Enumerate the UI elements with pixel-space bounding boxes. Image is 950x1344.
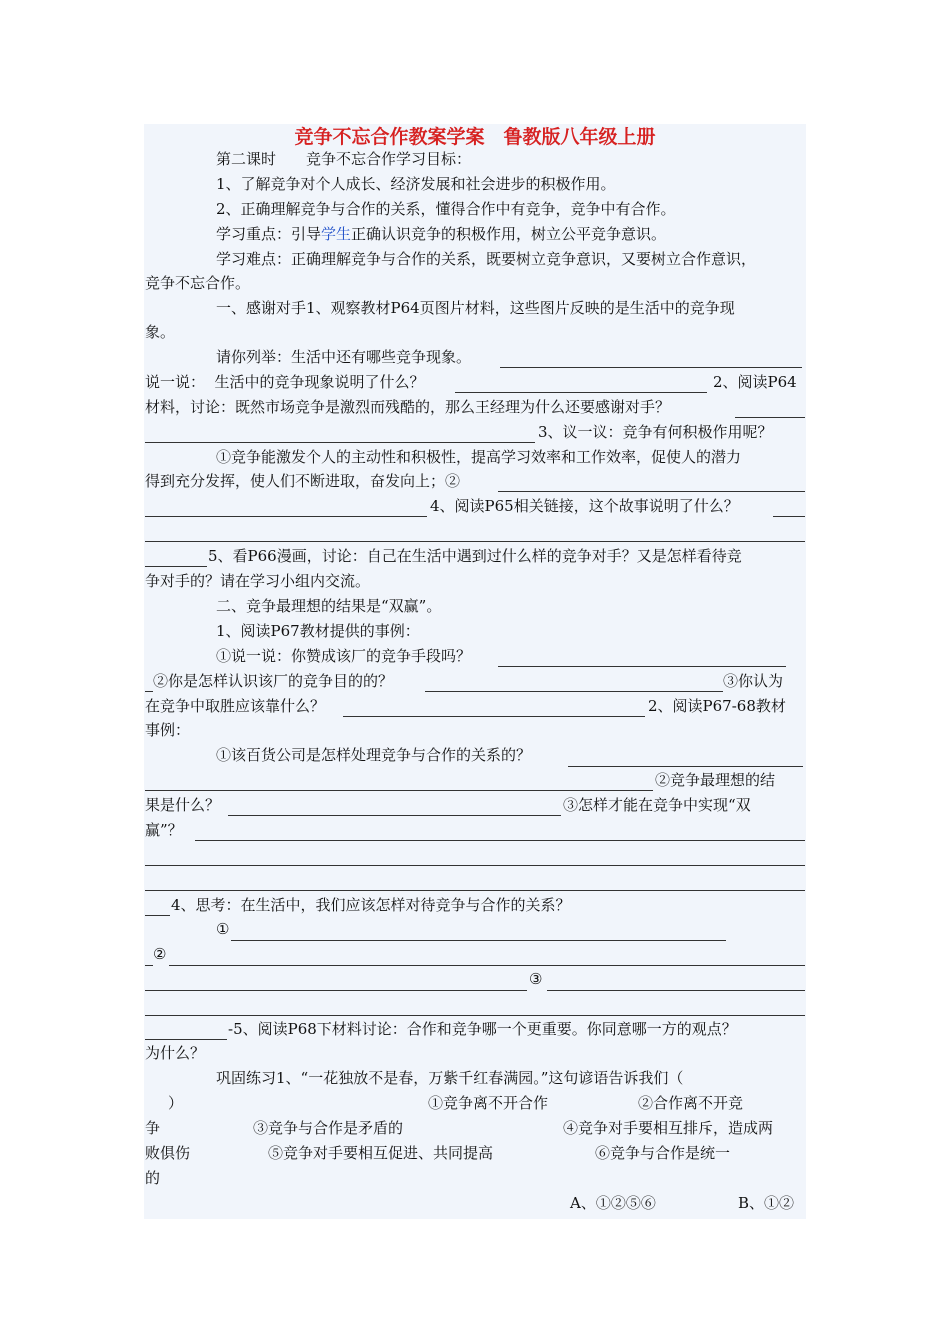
line-text: 赢”？ bbox=[145, 821, 183, 839]
text-line bbox=[145, 1167, 160, 1189]
answer-blank[interactable] bbox=[773, 516, 805, 517]
answer-blank[interactable] bbox=[343, 716, 645, 717]
text-line bbox=[216, 297, 735, 319]
text-line bbox=[563, 1117, 773, 1139]
answer-blank[interactable] bbox=[735, 417, 805, 418]
line-text: 第二课时 竞争不忘合作学习目标： bbox=[216, 150, 472, 168]
text-line bbox=[216, 223, 666, 245]
line-text: ③竞争与合作是矛盾的 bbox=[253, 1119, 404, 1137]
answer-blank[interactable] bbox=[498, 666, 786, 667]
text-line bbox=[655, 769, 775, 791]
text-line bbox=[216, 620, 420, 642]
line-text: ） bbox=[168, 1094, 184, 1112]
answer-blank[interactable] bbox=[145, 915, 170, 916]
line-text: 果是什么？ bbox=[145, 796, 221, 814]
answer-blank[interactable] bbox=[231, 940, 726, 941]
line-text: 1、阅读P67教材提供的事例： bbox=[216, 622, 420, 640]
text-line bbox=[428, 1092, 548, 1114]
line-text: 竞争不忘合作。 bbox=[145, 274, 251, 292]
line-text: B、①② bbox=[738, 1194, 795, 1212]
answer-blank[interactable] bbox=[145, 691, 153, 692]
text-line bbox=[563, 794, 751, 816]
text-line bbox=[648, 695, 786, 717]
text-line bbox=[145, 794, 220, 816]
line-text: 争对手的？请在学习小组内交流。 bbox=[145, 572, 371, 590]
answer-blank[interactable] bbox=[568, 766, 803, 767]
line-text: 为什么？ bbox=[145, 1044, 206, 1062]
text-line bbox=[216, 595, 441, 617]
answer-blank[interactable] bbox=[145, 990, 527, 991]
text-line bbox=[145, 819, 183, 841]
line-text: ②你是怎样认识该厂的竞争目的的？ bbox=[153, 672, 394, 690]
answer-blank[interactable] bbox=[145, 1015, 805, 1016]
line-text: ③怎样才能在竞争中实现“双 bbox=[563, 796, 751, 814]
text-line bbox=[216, 446, 741, 468]
text-line bbox=[216, 645, 471, 667]
answer-blank[interactable] bbox=[500, 367, 802, 368]
line-text: ③你认为 bbox=[723, 672, 784, 690]
text-line bbox=[570, 1192, 656, 1214]
line-text: ③ bbox=[529, 970, 543, 988]
line-text: 象。 bbox=[145, 323, 176, 341]
answer-blank[interactable] bbox=[145, 442, 535, 443]
answer-blank[interactable] bbox=[145, 541, 805, 542]
text-line bbox=[171, 894, 571, 916]
text-line bbox=[253, 1117, 403, 1139]
text-line bbox=[738, 1192, 794, 1214]
line-text: 得到充分发挥，使人们不断进取，奋发向上；② bbox=[145, 472, 461, 490]
line-text: ④竞争对手要相互排斥，造成两 bbox=[563, 1119, 774, 1137]
line-text: 5、看P66漫画，讨论：自己在生活中遇到过什么样的竞争对手？又是怎样看待竞 bbox=[208, 547, 742, 565]
text-line bbox=[145, 719, 190, 741]
answer-blank[interactable] bbox=[145, 516, 427, 517]
line-text: 请你列举：生活中还有哪些竞争现象。 bbox=[216, 348, 472, 366]
answer-blank[interactable] bbox=[547, 990, 805, 991]
line-text: 争 bbox=[145, 1119, 161, 1137]
answer-blank[interactable] bbox=[425, 691, 723, 692]
text-line bbox=[638, 1092, 743, 1114]
text-line bbox=[145, 272, 250, 294]
text-line bbox=[216, 744, 531, 766]
line-text: 的 bbox=[145, 1169, 161, 1187]
text-line bbox=[228, 1018, 737, 1040]
answer-blank[interactable] bbox=[195, 840, 805, 841]
answer-blank[interactable] bbox=[145, 1039, 227, 1040]
line-text: 2、阅读P67-68教材 bbox=[648, 697, 786, 715]
line-text: -5、阅读P68下材料讨论：合作和竞争哪一个更重要。你同意哪一方的观点？ bbox=[228, 1020, 737, 1038]
line-text: ① bbox=[216, 920, 230, 938]
line-text: 学习难点：正确理解竞争与合作的关系，既要树立竞争意识，又要树立合作意识， bbox=[216, 250, 757, 268]
text-line bbox=[145, 570, 370, 592]
page-title: 竞争不忘合作教案学案 鲁教版八年级上册 bbox=[294, 126, 656, 148]
answer-blank[interactable] bbox=[455, 392, 707, 393]
answer-blank[interactable] bbox=[145, 790, 653, 791]
text-line bbox=[529, 968, 542, 990]
text-line bbox=[145, 371, 425, 393]
answer-blank[interactable] bbox=[145, 890, 805, 891]
answer-blank[interactable] bbox=[145, 965, 153, 966]
text-line bbox=[595, 1142, 730, 1164]
line-text: 事例： bbox=[145, 721, 191, 739]
line-text: 正确认识竞争的积极作用，树立公平竞争意识。 bbox=[351, 225, 667, 243]
text-line bbox=[216, 198, 676, 220]
line-text: 2、阅读P64 bbox=[713, 373, 797, 391]
text-line bbox=[145, 1142, 190, 1164]
text-line bbox=[268, 1142, 493, 1164]
line-text: ①竞争能激发个人的主动性和积极性，提高学习效率和工作效率，促使人的潜力 bbox=[216, 448, 742, 466]
text-line bbox=[153, 943, 166, 965]
text-line bbox=[145, 396, 670, 418]
line-text: ② bbox=[153, 945, 167, 963]
answer-blank[interactable] bbox=[145, 566, 207, 567]
text-line bbox=[723, 670, 783, 692]
line-text: 败俱伤 bbox=[145, 1144, 191, 1162]
highlight-link[interactable]: 学生 bbox=[321, 225, 352, 243]
line-text: 在竞争中取胜应该靠什么？ bbox=[145, 697, 326, 715]
text-line bbox=[145, 1042, 205, 1064]
line-text: 1、了解竞争对个人成长、经济发展和社会进步的积极作用。 bbox=[216, 175, 616, 193]
line-text: ⑤竞争对手要相互促进、共同提高 bbox=[268, 1144, 494, 1162]
line-text: 一、感谢对手1、观察教材P64页图片材料，这些图片反映的是生活中的竞争现 bbox=[216, 299, 735, 317]
text-line bbox=[216, 1067, 683, 1089]
line-text: ②竞争最理想的结 bbox=[655, 771, 776, 789]
answer-blank[interactable] bbox=[228, 815, 561, 816]
text-line bbox=[538, 421, 773, 443]
line-text: ①说一说：你赞成该厂的竞争手段吗？ bbox=[216, 647, 472, 665]
text-line bbox=[430, 495, 739, 517]
answer-blank[interactable] bbox=[169, 965, 805, 966]
text-line bbox=[713, 371, 797, 393]
line-text: 4、思考：在生活中，我们应该怎样对待竞争与合作的关系？ bbox=[171, 896, 571, 914]
text-line bbox=[145, 695, 325, 717]
answer-blank[interactable] bbox=[498, 491, 805, 492]
line-text: 二、竞争最理想的结果是“双赢”。 bbox=[216, 597, 442, 615]
line-text: 3、议一议：竞争有何积极作用呢？ bbox=[538, 423, 773, 441]
line-text: ①该百货公司是怎样处理竞争与合作的关系的？ bbox=[216, 746, 532, 764]
text-line bbox=[145, 1117, 160, 1139]
text-line bbox=[216, 248, 756, 270]
line-text: 学习重点：引导 bbox=[216, 225, 322, 243]
answer-blank[interactable] bbox=[145, 865, 805, 866]
line-text: ②合作离不开竞 bbox=[638, 1094, 744, 1112]
text-line bbox=[208, 545, 742, 567]
text-line bbox=[216, 918, 229, 940]
text-line bbox=[216, 173, 616, 195]
line-text: 巩固练习1、“一花独放不是春，万紫千红春满园。”这句谚语告诉我们（ bbox=[216, 1069, 684, 1087]
text-line bbox=[216, 148, 471, 170]
line-text: 4、阅读P65相关链接，这个故事说明了什么？ bbox=[430, 497, 739, 515]
line-text: ⑥竞争与合作是统一 bbox=[595, 1144, 731, 1162]
text-line bbox=[145, 321, 175, 343]
line-text: ①竞争离不开合作 bbox=[428, 1094, 549, 1112]
line-text: 2、正确理解竞争与合作的关系，懂得合作中有竞争，竞争中有合作。 bbox=[216, 200, 676, 218]
line-text: 说一说： 生活中的竞争现象说明了什么？ bbox=[145, 373, 425, 391]
text-line bbox=[168, 1092, 183, 1114]
text-line bbox=[216, 346, 471, 368]
text-line bbox=[153, 670, 393, 692]
line-text: 材料，讨论：既然市场竞争是激烈而残酷的，那么王经理为什么还要感谢对手？ bbox=[145, 398, 671, 416]
text-line bbox=[145, 470, 460, 492]
line-text: A、①②⑤⑥ bbox=[570, 1194, 656, 1212]
